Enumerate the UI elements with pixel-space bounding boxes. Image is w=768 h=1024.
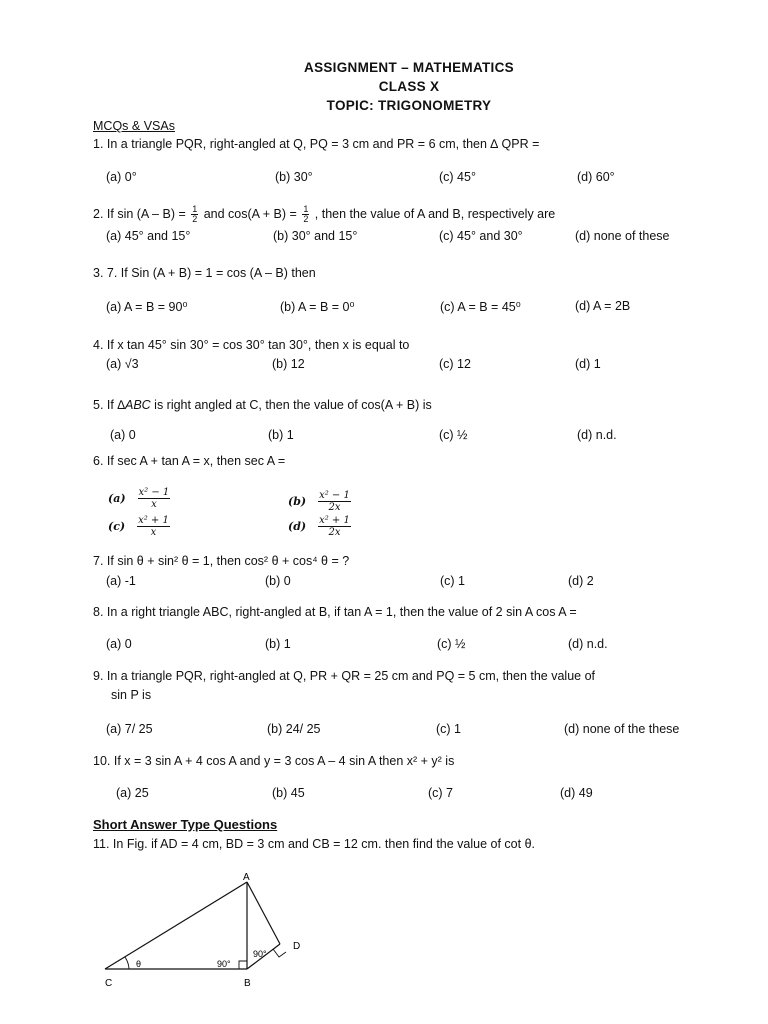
title-line-1: ASSIGNMENT – MATHEMATICS [304,60,514,75]
q4-option-d: (d) 1 [575,357,601,371]
line-AD [247,882,280,944]
question-10-text: 10. If x = 3 sin A + 4 cos A and y = 3 cos A – 4 sin A then x² + y² is [93,754,455,768]
q9-option-b: (b) 24/ 25 [267,722,321,736]
question-9-text-continued: sin P is [111,688,152,702]
q1-option-b: (b) 30° [275,170,313,184]
q1-option-c: (c) 45° [439,170,476,184]
q8-option-d: (d) n.d. [568,637,608,651]
question-9-text: 9. In a triangle PQR, right-angled at Q, PR + QR = 25 cm and PQ = 5 cm, then the value of [93,669,595,683]
question-1-text: 1. In a triangle PQR, right-angled at Q, PQ = 3 cm and PR = 6 cm, then ∆ QPR = [93,137,540,151]
question-6-text: 6. If sec A + tan A = x, then sec A = [93,454,286,468]
angle-theta-arc [125,957,129,969]
q9-option-d: (d) none of the these [564,722,680,736]
q4-option-c: (c) 12 [439,357,471,371]
q10-option-a: (a) 25 [116,786,149,800]
q6-option-c: (c) $\frac{\text{x² + 1}}{x}$ [108,515,169,538]
q6-option-d: (d) $\frac{\text{x² + 1}}{2x}$ [288,515,350,538]
q9-option-a: (a) 7/ 25 [106,722,153,736]
q3-option-d: (d) A = 2B [575,299,631,313]
q4-option-a: (a) √3 [106,357,139,371]
q8-option-a: (a) 0 [106,637,132,651]
q2-option-b: (b) 30° and 15° [273,229,358,243]
q6-option-a: (a) $\frac{\text{x² − 1}}{x}$ [108,487,170,510]
fraction-one-half: $\frac{1}{2}$ [303,204,309,224]
q8-option-b: (b) 1 [265,637,291,651]
q7-option-a: (a) -1 [106,574,136,588]
section-heading-mcq: MCQs & VSAs [93,119,175,133]
q8-option-c: (c) ½ [437,637,466,651]
question-4-text: 4. If x tan 45° sin 30° = cos 30° tan 30°, then x is equal to [93,338,410,352]
angle-label-B: 90° [217,959,231,969]
q2-option-a: (a) 45° and 15° [106,229,191,243]
vertex-label-D: D [293,941,301,952]
question-2-text: 2. If sin (A – B) = $\frac{1}{2}$ and cos(A + B) = $\frac{1}{2}$ , then the value of A and B, respectively are [93,204,556,224]
title-line-2: CLASS X [378,79,440,94]
title-line-3: TOPIC: TRIGONOMETRY [326,98,492,113]
q3-option-b: (b) A = B = 0⁰ [280,300,355,314]
q1-option-a: (a) 0° [106,170,137,184]
q3-option-a: (a) A = B = 90⁰ [106,300,188,314]
q7-option-d: (d) 2 [568,574,594,588]
q1-option-d: (d) 60° [577,170,615,184]
question-8-text: 8. In a right triangle ABC, right-angled at B, if tan A = 1, then the value of 2 sin A cos A = [93,605,577,619]
q10-option-d: (d) 49 [560,786,593,800]
q7-option-b: (b) 0 [265,574,291,588]
section-heading-short-answer: Short Answer Type Questions [93,817,278,832]
question-7-text: 7. If sin θ + sin² θ = 1, then cos² θ + cos⁴ θ = ? [93,554,350,568]
vertex-label-C: C [105,978,113,989]
q9-option-c: (c) 1 [436,722,461,736]
vertex-label-A: A [243,872,250,883]
line-CA [105,882,247,969]
q10-option-c: (c) 7 [428,786,453,800]
question-11-text: 11. In Fig. if AD = 4 cm, BD = 3 cm and CB = 12 cm. then find the value of cot θ. [93,837,536,851]
q4-option-b: (b) 12 [272,357,305,371]
question-5-text: 5. If ∆ABC is right angled at C, then the value of cos(A + B) is [93,398,432,412]
q5-option-b: (b) 1 [268,428,294,442]
q5-option-d: (d) n.d. [577,428,617,442]
triangle-figure [95,870,315,995]
q2-option-d: (d) none of these [575,229,670,243]
q7-option-c: (c) 1 [440,574,465,588]
q5-option-a: (a) 0 [110,428,136,442]
question-3-text: 3. 7. If Sin (A + B) = 1 = cos (A – B) then [93,266,316,280]
right-angle-mark-D [273,949,286,957]
right-angle-mark-B [239,961,247,969]
vertex-label-B: B [244,978,251,989]
q2-option-c: (c) 45° and 30° [439,229,523,243]
angle-label-theta: θ [136,959,142,969]
q5-option-c: (c) ½ [439,428,468,442]
q10-option-b: (b) 45 [272,786,305,800]
fraction-one-half: $\frac{1}{2}$ [192,204,198,224]
q6-option-b: (b) $\frac{\text{x² − 1}}{2x}$ [288,490,350,513]
q3-option-c: (c) A = B = 45⁰ [440,300,521,314]
angle-label-D: 90° [253,949,267,959]
